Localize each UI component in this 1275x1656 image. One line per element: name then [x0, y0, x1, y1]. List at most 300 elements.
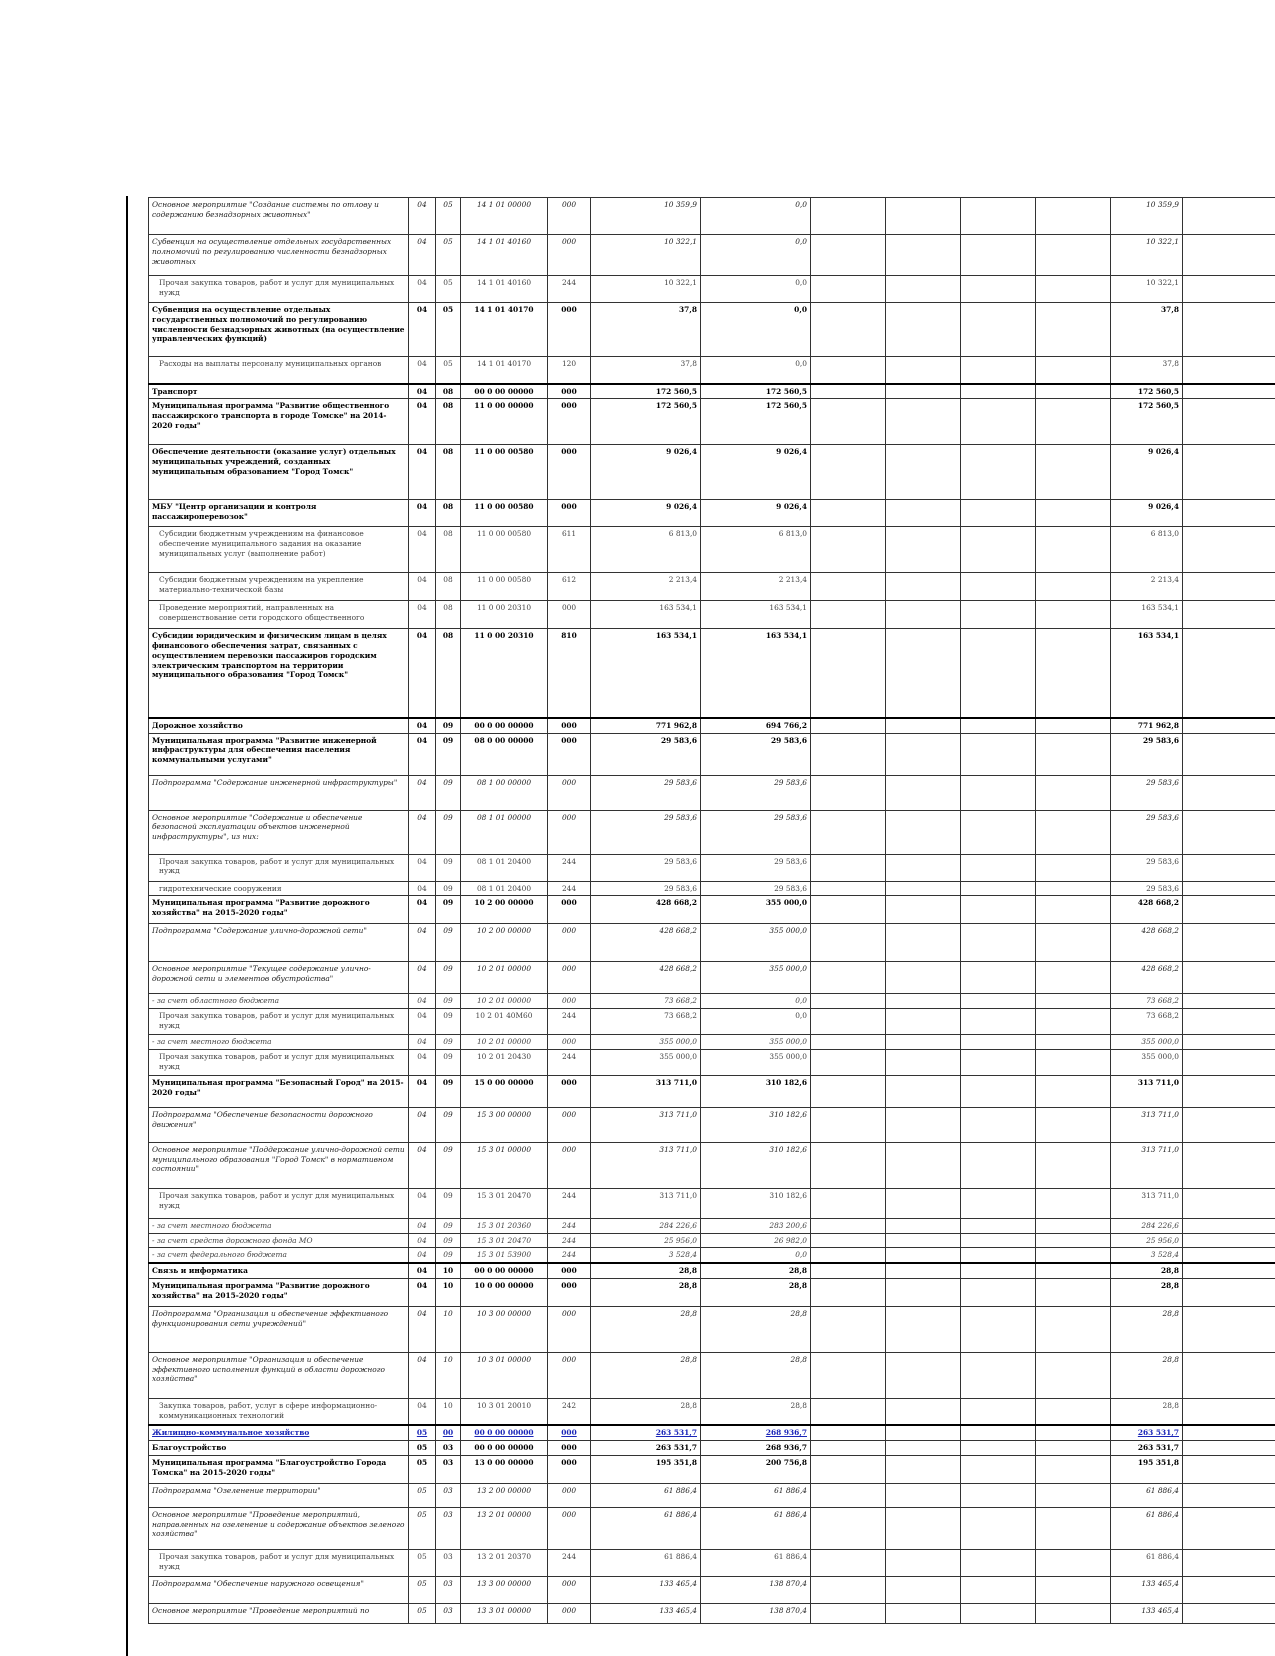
row-name: Связь и информатика: [149, 1263, 409, 1278]
empty-cell: [961, 1576, 1036, 1603]
empty-cell: [1183, 775, 1275, 810]
table-row: [149, 1009, 1275, 1035]
empty-cell: [1036, 881, 1111, 896]
subsection-code: 09: [436, 994, 461, 1009]
amount-previous: 0,0: [701, 357, 811, 384]
expense-type-code: 244: [548, 276, 591, 303]
empty-cell: [1183, 1425, 1275, 1440]
amount-previous: 29 583,6: [701, 775, 811, 810]
expense-type-code: 000: [548, 896, 591, 924]
subsection-code: 08: [436, 500, 461, 527]
empty-cell: [961, 629, 1036, 718]
empty-cell: [1036, 1263, 1111, 1278]
expense-type-code: 000: [548, 235, 591, 276]
empty-cell: [1183, 1507, 1275, 1549]
amount-planned: 172 560,5: [591, 384, 701, 399]
empty-cell: [961, 601, 1036, 629]
target-article-code: 15 3 01 00000: [461, 1142, 548, 1188]
expense-type-code: 000: [548, 1306, 591, 1352]
empty-cell: [961, 1507, 1036, 1549]
empty-cell: [1036, 1603, 1111, 1623]
expense-type-code: 000: [548, 198, 591, 235]
target-article-code: 15 0 00 00000: [461, 1075, 548, 1107]
subsection-code: 09: [436, 854, 461, 881]
empty-cell: [886, 384, 961, 399]
empty-cell: [886, 1352, 961, 1398]
amount-final: 73 668,2: [1111, 994, 1183, 1009]
row-name: Подпрограмма "Обеспечение наружного освещения": [149, 1576, 409, 1603]
subsection-code: 09: [436, 924, 461, 962]
amount-planned: 28,8: [591, 1352, 701, 1398]
amount-previous: 6 813,0: [701, 527, 811, 573]
empty-cell: [811, 810, 886, 854]
empty-cell: [1036, 733, 1111, 775]
expense-type-code: 000: [548, 1576, 591, 1603]
amount-planned: 61 886,4: [591, 1507, 701, 1549]
expense-type-code: 000: [548, 718, 591, 733]
empty-cell: [811, 733, 886, 775]
amount-final: 313 711,0: [1111, 1188, 1183, 1218]
empty-cell: [811, 1107, 886, 1142]
amount-planned: 172 560,5: [591, 399, 701, 445]
amount-planned: 9 026,4: [591, 445, 701, 500]
expense-type-code: 612: [548, 573, 591, 601]
empty-cell: [1036, 1233, 1111, 1248]
row-name: - за счет местного бюджета: [149, 1218, 409, 1233]
empty-cell: [811, 1603, 886, 1623]
table-row: [149, 1188, 1275, 1218]
subsection-code: 03: [436, 1507, 461, 1549]
target-article-code: 08 1 01 00000: [461, 810, 548, 854]
empty-cell: [886, 276, 961, 303]
empty-cell: [886, 198, 961, 235]
empty-cell: [811, 500, 886, 527]
empty-cell: [1036, 357, 1111, 384]
empty-cell: [961, 854, 1036, 881]
amount-final: 29 583,6: [1111, 733, 1183, 775]
section-code: 04: [409, 1278, 436, 1306]
section-code: 04: [409, 1233, 436, 1248]
amount-planned: 771 962,8: [591, 718, 701, 733]
expense-type-code: 000: [548, 1603, 591, 1623]
amount-final: 28,8: [1111, 1398, 1183, 1425]
empty-cell: [886, 1507, 961, 1549]
empty-cell: [811, 198, 886, 235]
empty-cell: [1036, 1398, 1111, 1425]
empty-cell: [1036, 1549, 1111, 1576]
amount-final: 3 528,4: [1111, 1248, 1183, 1263]
empty-cell: [886, 573, 961, 601]
empty-cell: [886, 962, 961, 994]
table-row: [149, 1035, 1275, 1050]
empty-cell: [811, 1248, 886, 1263]
empty-cell: [961, 1218, 1036, 1233]
empty-cell: [886, 1455, 961, 1483]
empty-cell: [886, 1142, 961, 1188]
empty-cell: [886, 1188, 961, 1218]
target-article-code: 13 3 00 00000: [461, 1576, 548, 1603]
section-code: 04: [409, 1398, 436, 1425]
amount-planned: 6 813,0: [591, 527, 701, 573]
section-code: 05: [409, 1576, 436, 1603]
empty-cell: [811, 881, 886, 896]
empty-cell: [1036, 1425, 1111, 1440]
row-name: Подпрограмма "Организация и обеспечение эффективного функционирования сети учреждений": [149, 1306, 409, 1352]
table-row: [149, 775, 1275, 810]
amount-planned: 37,8: [591, 357, 701, 384]
empty-cell: [811, 399, 886, 445]
row-name: Основное мероприятие "Проведение мероприятий, направленных на озеленение и содержание объектов зеленого хозяйства": [149, 1507, 409, 1549]
expense-type-code: 000: [548, 1142, 591, 1188]
empty-cell: [886, 1576, 961, 1603]
section-code: 04: [409, 1035, 436, 1050]
empty-cell: [961, 445, 1036, 500]
empty-cell: [1183, 1352, 1275, 1398]
empty-cell: [886, 399, 961, 445]
empty-cell: [1183, 1049, 1275, 1075]
row-name: Основное мероприятие "Создание системы по отлову и содержанию безнадзорных животных": [149, 198, 409, 235]
empty-cell: [1183, 1107, 1275, 1142]
expense-type-code: 000: [548, 1425, 591, 1440]
empty-cell: [961, 399, 1036, 445]
empty-cell: [961, 1425, 1036, 1440]
subsection-code: 08: [436, 629, 461, 718]
empty-cell: [961, 384, 1036, 399]
target-article-code: 15 3 01 53900: [461, 1248, 548, 1263]
amount-final: 163 534,1: [1111, 629, 1183, 718]
empty-cell: [1036, 384, 1111, 399]
subsection-code: 05: [436, 276, 461, 303]
empty-cell: [1036, 896, 1111, 924]
expense-type-code: 000: [548, 601, 591, 629]
empty-cell: [1036, 1576, 1111, 1603]
row-name: Прочая закупка товаров, работ и услуг для муниципальных нужд: [149, 1009, 409, 1035]
amount-planned: 3 528,4: [591, 1248, 701, 1263]
expense-type-code: 000: [548, 445, 591, 500]
amount-previous: 355 000,0: [701, 1035, 811, 1050]
target-article-code: 08 1 01 20400: [461, 854, 548, 881]
table-row: [149, 1425, 1275, 1440]
amount-final: 37,8: [1111, 303, 1183, 357]
row-name: Прочая закупка товаров, работ и услуг для муниципальных нужд: [149, 1188, 409, 1218]
empty-cell: [961, 1107, 1036, 1142]
empty-cell: [811, 1549, 886, 1576]
expense-type-code: 000: [548, 1107, 591, 1142]
empty-cell: [1183, 881, 1275, 896]
amount-previous: 29 583,6: [701, 854, 811, 881]
target-article-code: 13 2 01 20370: [461, 1549, 548, 1576]
empty-cell: [811, 1233, 886, 1248]
amount-previous: 29 583,6: [701, 881, 811, 896]
amount-planned: 29 583,6: [591, 775, 701, 810]
expense-type-code: 000: [548, 1035, 591, 1050]
amount-previous: 138 870,4: [701, 1576, 811, 1603]
row-name: - за счет федерального бюджета: [149, 1248, 409, 1263]
subsection-code: 03: [436, 1455, 461, 1483]
section-code: 04: [409, 500, 436, 527]
table-row: [149, 810, 1275, 854]
amount-previous: 61 886,4: [701, 1549, 811, 1576]
amount-previous: 310 182,6: [701, 1142, 811, 1188]
subsection-code: 09: [436, 962, 461, 994]
row-name: Муниципальная программа "Благоустройство Города Томска" на 2015-2020 годы": [149, 1455, 409, 1483]
table-row: [149, 303, 1275, 357]
table-row: [149, 399, 1275, 445]
empty-cell: [961, 276, 1036, 303]
table-row: [149, 384, 1275, 399]
amount-previous: 138 870,4: [701, 1603, 811, 1623]
empty-cell: [1036, 1075, 1111, 1107]
amount-final: 284 226,6: [1111, 1218, 1183, 1233]
amount-final: 313 711,0: [1111, 1075, 1183, 1107]
section-code: 04: [409, 1248, 436, 1263]
empty-cell: [811, 357, 886, 384]
table-row: [149, 629, 1275, 718]
empty-cell: [811, 1398, 886, 1425]
target-article-code: 11 0 00 00000: [461, 399, 548, 445]
empty-cell: [1036, 1188, 1111, 1218]
amount-planned: 313 711,0: [591, 1142, 701, 1188]
empty-cell: [1183, 733, 1275, 775]
row-name: Муниципальная программа "Безопасный Город" на 2015-2020 годы": [149, 1075, 409, 1107]
empty-cell: [961, 775, 1036, 810]
target-article-code: 10 2 01 00000: [461, 962, 548, 994]
subsection-code: 00: [436, 1425, 461, 1440]
target-article-code: 08 0 00 00000: [461, 733, 548, 775]
amount-final: 428 668,2: [1111, 962, 1183, 994]
empty-cell: [811, 775, 886, 810]
amount-previous: 61 886,4: [701, 1483, 811, 1507]
empty-cell: [1036, 1035, 1111, 1050]
empty-cell: [1183, 399, 1275, 445]
empty-cell: [1036, 235, 1111, 276]
empty-cell: [961, 1049, 1036, 1075]
amount-final: 428 668,2: [1111, 924, 1183, 962]
subsection-code: 09: [436, 1233, 461, 1248]
table-row: [149, 198, 1275, 235]
empty-cell: [1183, 1483, 1275, 1507]
section-code: 04: [409, 896, 436, 924]
row-name: - за счет местного бюджета: [149, 1035, 409, 1050]
target-article-code: 14 1 01 40170: [461, 357, 548, 384]
expense-type-code: 000: [548, 500, 591, 527]
section-code: 04: [409, 994, 436, 1009]
empty-cell: [1036, 573, 1111, 601]
expense-type-code: 810: [548, 629, 591, 718]
empty-cell: [886, 1248, 961, 1263]
row-name: Подпрограмма "Содержание улично-дорожной сети": [149, 924, 409, 962]
empty-cell: [811, 1263, 886, 1278]
empty-cell: [1036, 1107, 1111, 1142]
amount-previous: 28,8: [701, 1263, 811, 1278]
empty-cell: [886, 629, 961, 718]
target-article-code: 15 3 00 00000: [461, 1107, 548, 1142]
empty-cell: [886, 1549, 961, 1576]
row-name: Транспорт: [149, 384, 409, 399]
empty-cell: [1036, 994, 1111, 1009]
subsection-code: 09: [436, 1248, 461, 1263]
empty-cell: [1183, 896, 1275, 924]
table-row: [149, 1549, 1275, 1576]
empty-cell: [811, 962, 886, 994]
section-code: 04: [409, 1352, 436, 1398]
empty-cell: [1183, 1188, 1275, 1218]
expense-type-code: 244: [548, 1049, 591, 1075]
section-code: 04: [409, 1107, 436, 1142]
target-article-code: 00 0 00 00000: [461, 1425, 548, 1440]
table-row: [149, 1306, 1275, 1352]
empty-cell: [1183, 1278, 1275, 1306]
empty-cell: [1183, 1009, 1275, 1035]
section-code: 04: [409, 1142, 436, 1188]
expense-type-code: 000: [548, 1352, 591, 1398]
empty-cell: [961, 1263, 1036, 1278]
expense-type-code: 000: [548, 384, 591, 399]
empty-cell: [961, 1455, 1036, 1483]
empty-cell: [1183, 198, 1275, 235]
expense-type-code: 000: [548, 1507, 591, 1549]
amount-planned: 61 886,4: [591, 1483, 701, 1507]
amount-final: 133 465,4: [1111, 1576, 1183, 1603]
amount-final: 29 583,6: [1111, 810, 1183, 854]
table-row: [149, 1142, 1275, 1188]
empty-cell: [1036, 399, 1111, 445]
subsection-code: 09: [436, 1035, 461, 1050]
amount-planned: 29 583,6: [591, 881, 701, 896]
amount-previous: 61 886,4: [701, 1507, 811, 1549]
table-row: [149, 1107, 1275, 1142]
empty-cell: [811, 445, 886, 500]
section-code: 04: [409, 1218, 436, 1233]
empty-cell: [886, 1306, 961, 1352]
section-code: 04: [409, 445, 436, 500]
row-name: Субвенция на осуществление отдельных государственных полномочий по регулированию численности безнадзорных животных: [149, 235, 409, 276]
expense-type-code: 000: [548, 399, 591, 445]
amount-planned: 28,8: [591, 1278, 701, 1306]
table-row: [149, 445, 1275, 500]
amount-previous: 28,8: [701, 1352, 811, 1398]
amount-planned: 29 583,6: [591, 810, 701, 854]
target-article-code: 15 3 01 20470: [461, 1233, 548, 1248]
empty-cell: [1036, 303, 1111, 357]
subsection-code: 03: [436, 1576, 461, 1603]
target-article-code: 10 3 01 20010: [461, 1398, 548, 1425]
table-row: [149, 500, 1275, 527]
target-article-code: 00 0 00 00000: [461, 718, 548, 733]
empty-cell: [811, 276, 886, 303]
subsection-code: 08: [436, 399, 461, 445]
section-code: 05: [409, 1549, 436, 1576]
target-article-code: 10 2 00 00000: [461, 924, 548, 962]
empty-cell: [811, 1009, 886, 1035]
empty-cell: [1183, 924, 1275, 962]
subsection-code: 08: [436, 384, 461, 399]
empty-cell: [1036, 601, 1111, 629]
target-article-code: 13 2 01 00000: [461, 1507, 548, 1549]
empty-cell: [886, 881, 961, 896]
empty-cell: [961, 303, 1036, 357]
empty-cell: [886, 1278, 961, 1306]
empty-cell: [811, 303, 886, 357]
amount-final: 25 956,0: [1111, 1233, 1183, 1248]
expense-type-code: 000: [548, 1263, 591, 1278]
amount-final: 771 962,8: [1111, 718, 1183, 733]
empty-cell: [1036, 854, 1111, 881]
empty-cell: [1036, 500, 1111, 527]
target-article-code: 14 1 01 40160: [461, 276, 548, 303]
empty-cell: [1036, 1352, 1111, 1398]
empty-cell: [1036, 1049, 1111, 1075]
subsection-code: 09: [436, 1049, 461, 1075]
empty-cell: [811, 384, 886, 399]
amount-previous: 310 182,6: [701, 1075, 811, 1107]
amount-planned: 61 886,4: [591, 1549, 701, 1576]
row-name: Жилищно-коммунальное хозяйство: [149, 1425, 409, 1440]
empty-cell: [961, 1188, 1036, 1218]
section-code: 04: [409, 1263, 436, 1278]
amount-previous: 355 000,0: [701, 1049, 811, 1075]
amount-final: 163 534,1: [1111, 601, 1183, 629]
subsection-code: 09: [436, 810, 461, 854]
amount-planned: 133 465,4: [591, 1603, 701, 1623]
empty-cell: [811, 1035, 886, 1050]
empty-cell: [886, 994, 961, 1009]
empty-cell: [1036, 445, 1111, 500]
empty-cell: [1183, 1441, 1275, 1456]
section-code: 04: [409, 235, 436, 276]
row-name: Муниципальная программа "Развитие инженерной инфраструктуры для обеспечения населения коммунальными услугами": [149, 733, 409, 775]
empty-cell: [1036, 962, 1111, 994]
amount-previous: 28,8: [701, 1306, 811, 1352]
empty-cell: [1183, 357, 1275, 384]
empty-cell: [886, 924, 961, 962]
amount-planned: 73 668,2: [591, 994, 701, 1009]
empty-cell: [1036, 1218, 1111, 1233]
expense-type-code: 244: [548, 1218, 591, 1233]
expense-type-code: 000: [548, 810, 591, 854]
target-article-code: 10 3 01 00000: [461, 1352, 548, 1398]
empty-cell: [1183, 1576, 1275, 1603]
empty-cell: [1183, 384, 1275, 399]
empty-cell: [1183, 500, 1275, 527]
section-code: 05: [409, 1425, 436, 1440]
amount-final: 28,8: [1111, 1306, 1183, 1352]
empty-cell: [961, 1603, 1036, 1623]
amount-planned: 9 026,4: [591, 500, 701, 527]
table-row: [149, 573, 1275, 601]
empty-cell: [1036, 1142, 1111, 1188]
empty-cell: [811, 1278, 886, 1306]
amount-final: 172 560,5: [1111, 399, 1183, 445]
row-name: Прочая закупка товаров, работ и услуг для муниципальных нужд: [149, 1049, 409, 1075]
table-row: [149, 1441, 1275, 1456]
empty-cell: [1183, 573, 1275, 601]
empty-cell: [961, 1142, 1036, 1188]
row-name: Основное мероприятие "Проведение мероприятий по: [149, 1603, 409, 1623]
amount-previous: 9 026,4: [701, 500, 811, 527]
empty-cell: [886, 1009, 961, 1035]
expense-type-code: 244: [548, 854, 591, 881]
amount-planned: 313 711,0: [591, 1107, 701, 1142]
amount-final: 61 886,4: [1111, 1507, 1183, 1549]
table-row: [149, 733, 1275, 775]
amount-final: 29 583,6: [1111, 775, 1183, 810]
section-code: 05: [409, 1455, 436, 1483]
subsection-code: 03: [436, 1441, 461, 1456]
expense-type-code: 000: [548, 1278, 591, 1306]
amount-previous: 2 213,4: [701, 573, 811, 601]
table-row: [149, 994, 1275, 1009]
